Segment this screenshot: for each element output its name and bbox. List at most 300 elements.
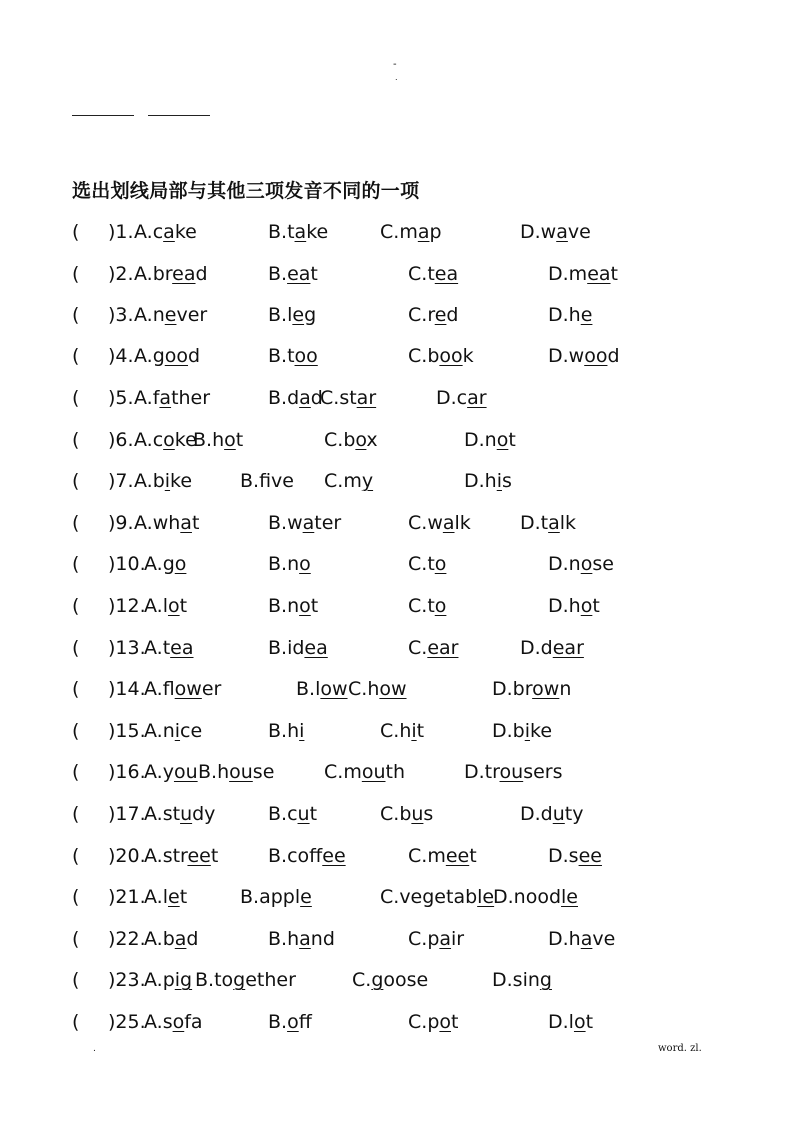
option-d [520,801,583,827]
word-part: d [188,345,201,367]
word-part: appl [259,886,301,908]
option-label: B. [268,1011,288,1033]
underlined-letters: ig [174,969,193,991]
underlined-letters: oo [294,345,318,367]
word-part: ver [176,304,208,326]
option-a [144,593,187,619]
option-label: C. [348,678,368,700]
option-b [268,593,318,619]
underlined-letters: a [180,512,192,534]
word-part: t [310,263,318,285]
word-part: t [287,221,295,243]
option-a [134,261,208,287]
underlined-letters: e [167,886,180,908]
question-row [0,759,794,787]
question-row [0,635,794,663]
question-number: )3. [108,304,134,326]
option-c [408,261,458,287]
underlined-letters: g [539,969,552,991]
word-part: l [162,886,168,908]
word-part: br [512,678,533,700]
question-number: )2. [108,263,134,285]
answer-paren-open: ( [72,345,80,367]
word-part: b [343,429,356,451]
word-part: r [427,304,435,326]
word-part: lk [559,512,577,534]
word-part: h [484,470,497,492]
option-label: A. [144,553,163,575]
option-label: D. [548,928,569,950]
word-part: d [540,803,553,825]
class-blank-line [148,115,210,116]
option-d [492,967,552,993]
underlined-letters: ea [170,637,194,659]
word-part: sers [523,761,563,783]
word-part: dy [192,803,216,825]
underlined-letters: ar [467,387,487,409]
option-b [268,926,335,952]
option-label: C. [380,221,400,243]
option-label: B. [268,387,288,409]
answer-paren-open: ( [72,470,80,492]
option-label: B. [240,886,260,908]
option-b [268,635,328,661]
word-part: oose [383,969,429,991]
word-part: m [343,470,362,492]
option-b [268,843,346,869]
underlined-letters: a [159,387,172,409]
option-a [134,427,197,453]
word-part: w [287,512,303,534]
word-part: w [568,345,585,367]
word-part: str [162,845,188,867]
underlined-letters: g [233,969,246,991]
word-part: ir [451,928,465,950]
option-label: D. [548,345,569,367]
underlined-letters: o [299,553,311,575]
word-part: h [212,429,225,451]
word-part: ther [171,387,211,409]
word-part: ter [314,512,342,534]
word-part: h [217,761,230,783]
word-part: b [152,470,165,492]
option-label: B. [268,304,288,326]
option-b [296,676,348,702]
option-a [144,676,221,702]
option-label: B. [268,345,288,367]
option-label: D. [548,304,569,326]
option-label: D. [548,845,569,867]
word-part: c [152,221,164,243]
word-part: t [469,845,477,867]
option-label: B. [193,429,213,451]
word-part: ce [180,720,203,742]
question-row [0,718,794,746]
option-label: B. [198,761,218,783]
word-part: ve [567,221,591,243]
word-part: t [451,1011,459,1033]
option-c [408,1009,458,1035]
option-d [464,759,563,785]
word-part: t [310,595,319,617]
question-number: )13. [108,637,146,659]
option-a [144,967,192,993]
underlined-letters: o [287,1011,299,1033]
option-label: D. [548,263,569,285]
option-b [268,343,318,369]
underlined-letters: oo [584,345,608,367]
answer-paren-open: ( [72,845,80,867]
underlined-letters: g [371,969,384,991]
word-part: ke [306,221,329,243]
word-part: w [427,512,443,534]
option-label: C. [408,637,428,659]
underlined-letters: o [434,595,447,617]
underlined-letters: i [411,720,417,742]
word-part: st [339,387,357,409]
word-part: n [152,304,165,326]
option-c [348,676,407,702]
word-part: d [287,387,300,409]
option-label: A. [144,678,163,700]
underlined-letters: a [302,512,315,534]
option-a [144,635,194,661]
option-label: B. [268,263,288,285]
option-d [548,261,618,287]
option-label: B. [268,553,288,575]
underlined-letters: a [442,512,455,534]
underlined-letters: i [524,720,531,742]
option-label: D. [464,470,485,492]
option-d [464,427,516,453]
option-label: D. [492,678,513,700]
word-part: ff [298,1011,312,1033]
option-a [144,884,187,910]
option-label: D. [493,886,514,908]
underlined-letters: ee [322,845,346,867]
question-number: )5. [108,387,134,409]
word-part: h [287,928,300,950]
option-label: D. [492,720,513,742]
option-a [134,302,207,328]
underlined-letters: a [299,928,311,950]
word-part: p [427,928,440,950]
option-c [408,635,458,661]
word-part: c [287,803,298,825]
option-label: B. [268,928,288,950]
option-a [134,343,200,369]
option-label: A. [134,263,153,285]
question-number: )10. [108,553,146,575]
underlined-letters: le [561,886,578,908]
word-part: ve [592,928,616,950]
option-label: A. [144,637,163,659]
answer-paren-open: ( [72,429,80,451]
word-part: t [540,512,549,534]
option-d [548,302,592,328]
option-a [134,510,199,536]
option-label: A. [144,761,163,783]
option-a [144,926,198,952]
word-part: ether [245,969,296,991]
underlined-letters: ee [445,845,470,867]
underlined-letters: oo [439,345,463,367]
word-part: t [191,512,200,534]
underlined-letters: o [299,595,311,617]
option-label: A. [144,720,163,742]
word-part: ve [271,470,294,492]
option-a [144,551,186,577]
underlined-letters: a [548,512,560,534]
word-part: se [592,553,614,575]
option-c [408,551,446,577]
underlined-letters: i [164,470,171,492]
underlined-letters: i [496,470,502,492]
word-part: b [399,803,412,825]
answer-paren-open: ( [72,595,80,617]
option-label: B. [268,845,288,867]
option-d [548,1009,593,1035]
header-mark: - [393,59,397,70]
option-b [268,261,318,287]
option-label: C. [408,845,428,867]
underlined-letters: ear [427,637,459,659]
option-label: C. [408,263,428,285]
option-label: A. [144,803,163,825]
option-label: B. [268,512,288,534]
option-label: D. [548,553,569,575]
underlined-letters: o [355,429,367,451]
word-part: d [195,263,208,285]
option-label: D. [464,761,485,783]
option-d [436,385,487,411]
question-number: )20. [108,845,146,867]
answer-paren-open: ( [72,678,80,700]
answer-paren-open: ( [72,512,80,534]
option-d [548,926,615,952]
word-part: k [462,345,474,367]
word-part: t [427,263,435,285]
option-b [268,1009,312,1035]
underlined-letters: le [477,886,495,908]
answer-paren-open: ( [72,886,80,908]
question-number: )14. [108,678,146,700]
underlined-letters: y [361,470,374,492]
answer-paren-open: ( [72,304,80,326]
option-label: A. [134,470,153,492]
underlined-letters: e [292,304,305,326]
word-part: b [427,345,440,367]
underlined-letters: o [172,1011,185,1033]
option-b [240,884,312,910]
underlined-letters: o [163,429,175,451]
word-part: d [540,637,553,659]
option-label: C. [324,429,344,451]
option-label: C. [408,595,428,617]
option-a [134,219,197,245]
word-part: m [343,761,362,783]
word-part: c [456,387,468,409]
option-label: B. [195,969,215,991]
underlined-letters: a [174,928,187,950]
option-label: D. [436,387,457,409]
option-label: C. [320,387,340,409]
word-part: y [162,761,174,783]
option-d [548,843,602,869]
option-label: A. [134,221,153,243]
option-a [144,759,198,785]
underlined-letters: ear [552,637,584,659]
option-b [195,967,296,993]
underlined-letters: ow [320,678,348,700]
underlined-letters: o [580,595,593,617]
option-label: C. [408,553,428,575]
word-part: b [162,928,175,950]
answer-paren-open: ( [72,928,80,950]
option-b [268,302,316,328]
answer-paren-open: ( [72,720,80,742]
underlined-letters: e [164,304,177,326]
option-b [268,219,328,245]
answer-paren-open: ( [72,803,80,825]
word-part: l [287,304,293,326]
answer-paren-open: ( [72,221,80,243]
option-b [268,551,311,577]
word-part: w [540,221,557,243]
word-part: s [162,1011,173,1033]
option-b [268,801,317,827]
question-number: )6. [108,429,134,451]
option-d [520,510,576,536]
underlined-letters: i [174,720,181,742]
underlined-letters: ea [304,637,328,659]
underlined-letters: o [167,595,180,617]
question-number: )7. [108,470,134,492]
option-label: D. [464,429,485,451]
underlined-letters: ea [587,263,611,285]
word-part: b [512,720,525,742]
underlined-letters: o [439,1011,451,1033]
question-row [0,427,794,455]
word-part: m [427,845,446,867]
word-part: t [210,845,219,867]
word-part: d [186,928,199,950]
option-label: A. [144,1011,163,1033]
underlined-letters: a [294,221,307,243]
word-part: g [304,304,317,326]
word-part: p [162,969,175,991]
underlined-letters: a [417,221,430,243]
option-label: C. [380,803,400,825]
underlined-letters: u [180,803,193,825]
option-label: A. [134,512,153,534]
option-label: A. [144,969,163,991]
option-label: C. [408,345,428,367]
option-label: C. [408,304,428,326]
underlined-letters: ee [578,845,602,867]
answer-paren-open: ( [72,761,80,783]
option-label: A. [134,304,153,326]
word-part: fl [162,678,175,700]
option-label: D. [520,221,541,243]
answer-paren-open: ( [72,553,80,575]
underlined-letters: ea [434,263,459,285]
underlined-letters: e [580,304,593,326]
word-part: s [423,803,434,825]
option-c [380,718,424,744]
option-d [492,718,552,744]
word-part: n [287,595,300,617]
question-row [0,926,794,954]
question-row [0,676,794,704]
underlined-letters: ow [532,678,560,700]
word-part: st [162,803,181,825]
underlined-letters: ow [174,678,202,700]
question-row [0,510,794,538]
underlined-letters: ee [187,845,211,867]
option-d [520,635,584,661]
question-number: )21. [108,886,146,908]
question-row [0,843,794,871]
option-d [548,551,614,577]
option-label: D. [520,637,541,659]
option-b [240,468,294,494]
question-number: )4. [108,345,134,367]
word-part: t [179,886,188,908]
word-part: t [235,429,244,451]
word-part: f [152,387,160,409]
option-a [144,718,202,744]
option-c [408,510,471,536]
option-d [548,593,600,619]
underlined-letters: a [439,928,452,950]
option-c [408,302,458,328]
underlined-letters: e [300,886,312,908]
header-dot: . [395,73,398,82]
option-label: C. [324,761,344,783]
underlined-letters: ar [356,387,377,409]
underlined-letters: ou [229,761,253,783]
word-part: n [568,553,581,575]
word-part: t [427,595,435,617]
option-c [380,219,442,245]
underlined-letters: o [496,429,509,451]
word-part: h [287,720,300,742]
option-a [134,468,192,494]
option-a [144,843,218,869]
page-title: 选出划线局部与其他三项发音不同的一项 [72,180,420,202]
word-part: nood [513,886,562,908]
word-part: d [446,304,459,326]
word-part: se [252,761,275,783]
word-part: ke [530,720,553,742]
word-part: vegetab [399,886,478,908]
option-b [268,510,341,536]
word-part: g [152,345,165,367]
word-part: t [585,1011,594,1033]
question-number: )22. [108,928,146,950]
option-label: B. [240,470,260,492]
word-part: th [385,761,405,783]
option-c [320,385,376,411]
word-part: x [366,429,378,451]
question-number: )16. [108,761,146,783]
question-row [0,261,794,289]
word-part: wh [152,512,181,534]
word-part: g [162,553,175,575]
word-part: t [508,429,516,451]
word-part: ke [170,470,193,492]
